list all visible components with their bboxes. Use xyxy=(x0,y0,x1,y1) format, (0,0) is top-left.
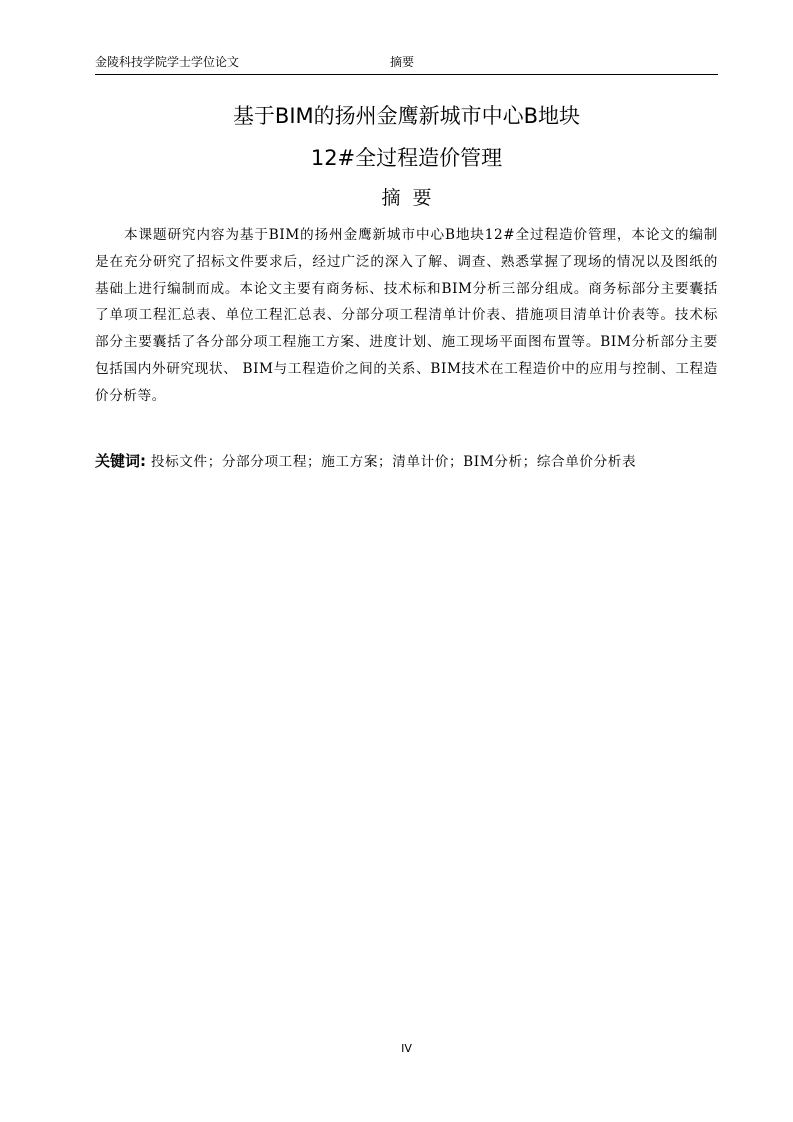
keywords-label: 关键词: xyxy=(95,452,146,470)
header-section: 摘要 xyxy=(390,55,415,69)
page-number: IV xyxy=(401,1042,412,1055)
page-header xyxy=(95,52,718,75)
keywords-line xyxy=(95,449,718,474)
header-institution: 金陵科技学院学士学位论文 xyxy=(95,55,240,69)
thesis-title-line-1: 基于BIM的扬州金鹰新城市中心B地块 xyxy=(232,104,581,128)
thesis-title-line-2: 12#全过程造价管理 xyxy=(310,146,503,170)
abstract-heading: 摘要 xyxy=(381,187,444,209)
abstract-body: 本课题研究内容为基于BIM的扬州金鹰新城市中心B地块12#全过程造价管理，本论文的编制是在充分研究了招标文件要求后，经过广泛的深入了解、调查、熟悉掌握了现场的情况以及图纸的基础上进行编制而成。本论文主要有商务标、技术标和BIM分析三部分组成。商务标部分主要囊括了单项工程汇总表、单位工程汇总表、分部分项工程清单计价表、措施项目清单计价表等。技术标部分主要囊括了各分部分项工程施工方案、进度计划、施工现场平面图布置等。BIM分析部分主要包括国内外研究现状、 BIM与工程造价之间的关系、BIM技术在工程造价中的应用与控制、工程造价分析等。 xyxy=(95,227,718,404)
keywords-text: 投标文件；分部分项工程；施工方案；清单计价；BIM分析；综合单价分析表 xyxy=(150,454,637,470)
